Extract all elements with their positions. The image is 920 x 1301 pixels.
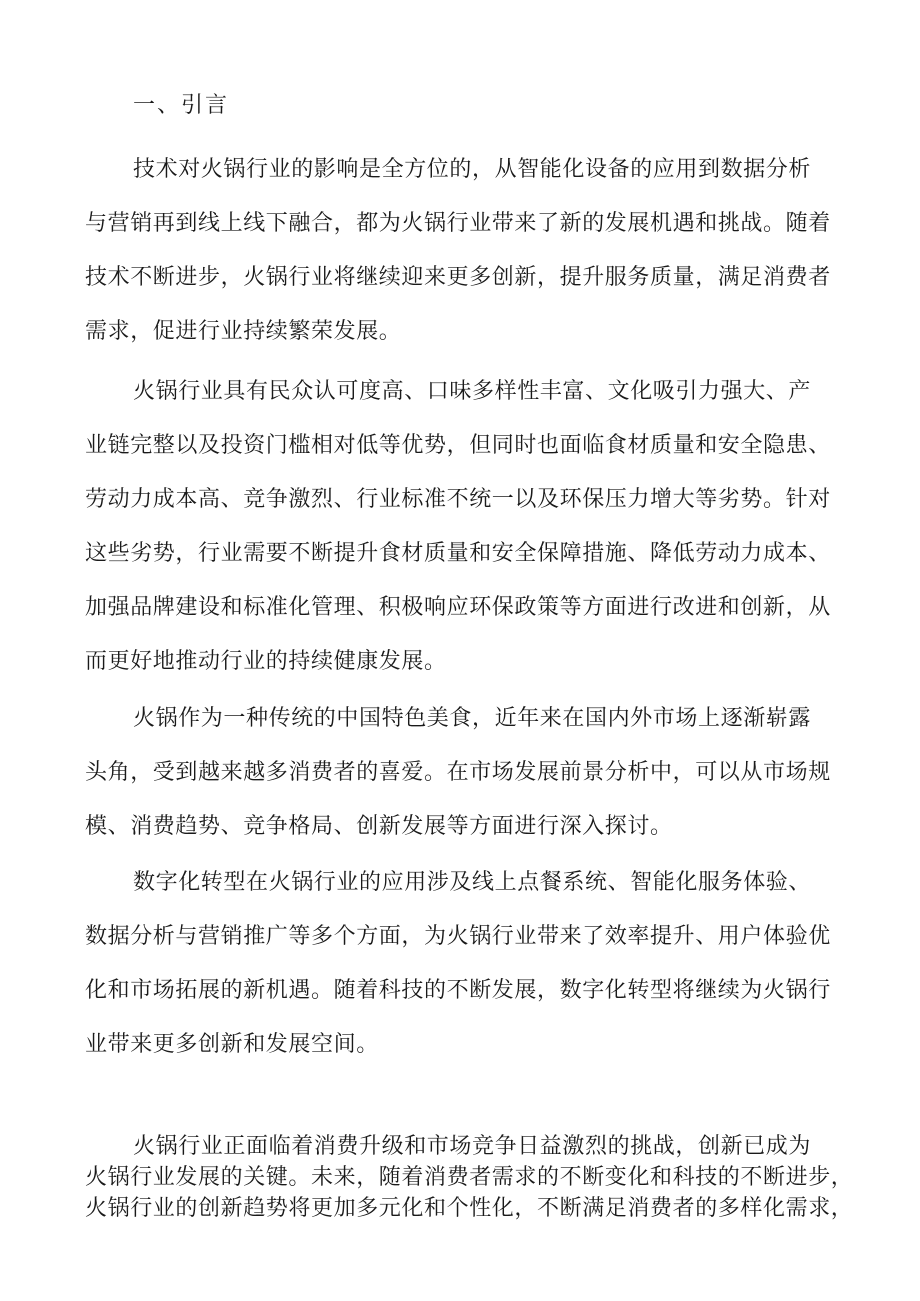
text-line: 劳动力成本高、竞争激烈、行业标准不统一以及环保压力增大等劣势。针对 bbox=[85, 487, 831, 512]
text-line: 火锅行业正面临着消费升级和市场竞争日益激烈的挑战，创新已成为 bbox=[133, 1134, 812, 1159]
paragraph bbox=[85, 856, 855, 1072]
section-heading: 一、引言 bbox=[133, 93, 230, 118]
text-line: 技术不断进步，火锅行业将继续迎来更多创新，提升服务质量，满足消费者 bbox=[85, 265, 831, 290]
text-line: 化和市场拓展的新机遇。随着科技的不断发展，数字化转型将继续为火锅行 bbox=[85, 978, 831, 1003]
text-line: 技术对火锅行业的影响是全方位的，从智能化设备的应用到数据分析 bbox=[133, 157, 812, 182]
text-line: 火锅行业发展的关键。未来，随着消费者需求的不断变化和科技的不断进步， bbox=[85, 1165, 854, 1190]
paragraph bbox=[85, 365, 855, 689]
text-line: 头角，受到越来越多消费者的喜爱。在市场发展前景分析中，可以从市场规 bbox=[85, 760, 831, 785]
text-line: 数据分析与营销推广等多个方面，为火锅行业带来了效率提升、用户体验优 bbox=[85, 924, 831, 949]
text-line: 火锅行业的创新趋势将更加多元化和个性化，不断满足消费者的多样化需求， bbox=[85, 1196, 854, 1221]
text-line: 而更好地推动行业的持续健康发展。 bbox=[85, 649, 447, 674]
paragraph bbox=[85, 1131, 855, 1224]
text-line: 这些劣势，行业需要不断提升食材质量和安全保障措施、降低劳动力成本、 bbox=[85, 541, 831, 566]
text-line: 火锅作为一种传统的中国特色美食，近年来在国内外市场上逐渐崭露 bbox=[133, 706, 812, 731]
text-line: 模、消费趋势、竞争格局、创新发展等方面进行深入探讨。 bbox=[85, 814, 673, 839]
text-line: 火锅行业具有民众认可度高、口味多样性丰富、文化吸引力强大、产 bbox=[133, 379, 812, 404]
text-line: 需求，促进行业持续繁荣发展。 bbox=[85, 319, 402, 344]
text-line: 与营销再到线上线下融合，都为火锅行业带来了新的发展机遇和挑战。随着 bbox=[85, 211, 831, 236]
text-line: 加强品牌建设和标准化管理、积极响应环保政策等方面进行改进和创新，从 bbox=[85, 595, 831, 620]
paragraph bbox=[85, 692, 855, 854]
paragraph bbox=[85, 143, 855, 359]
text-line: 数字化转型在火锅行业的应用涉及线上点餐系统、智能化服务体验、 bbox=[133, 870, 812, 895]
text-line: 业带来更多创新和发展空间。 bbox=[85, 1032, 379, 1057]
text-line: 业链完整以及投资门槛相对低等优势，但同时也面临食材质量和安全隐患、 bbox=[85, 433, 831, 458]
